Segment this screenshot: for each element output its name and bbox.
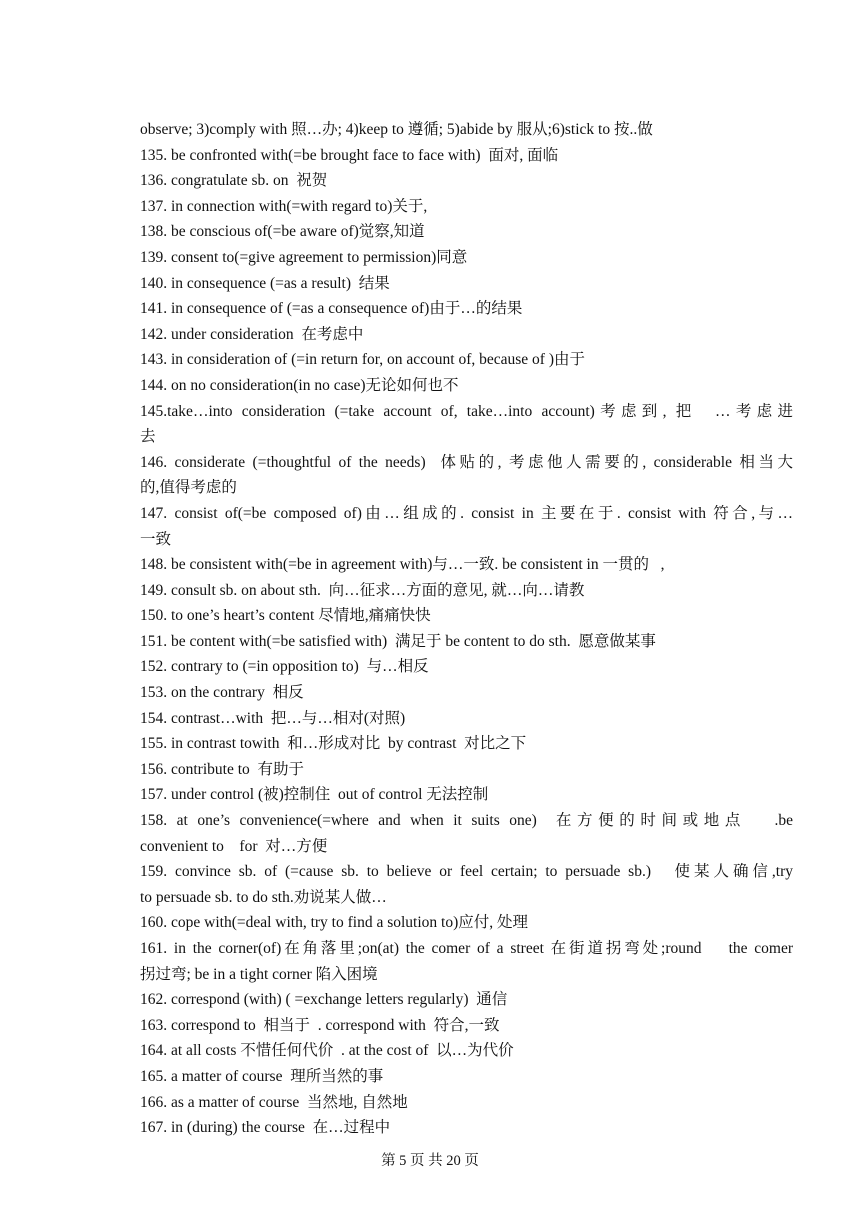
text-line: 152. contrary to (=in opposition to) 与…相反 <box>140 658 429 676</box>
text-line: 167. in (during) the course 在…过程中 <box>140 1119 391 1137</box>
text-line: 的,值得考虑的 <box>140 479 237 497</box>
text-line: 142. under consideration 在考虑中 <box>140 325 364 343</box>
text-line: 150. to one’s heart’s content 尽情地,痛痛快快 <box>140 607 431 625</box>
text-line: 160. cope with(=deal with, try to find a solution to)应付, 处理 <box>140 914 529 932</box>
text-line: 153. on the contrary 相反 <box>140 684 304 702</box>
text-line: 143. in consideration of (=in return for, on account of, because of )由于 <box>140 351 585 369</box>
text-line: 166. as a matter of course 当然地, 自然地 <box>140 1093 408 1111</box>
text-line: 162. correspond (with) ( =exchange letters regularly) 通信 <box>140 991 508 1009</box>
text-line: 147. consist of(=be composed of)由…组成的. consist in 主要在于. consist with 符合,与… <box>140 504 793 522</box>
text-line: 154. contrast…with 把…与…相对(对照) <box>140 709 406 727</box>
text-line: 138. be conscious of(=be aware of)觉察,知道 <box>140 223 425 241</box>
page-body <box>140 117 793 1141</box>
text-line: 148. be consistent with(=be in agreement with)与…一致. be consistent in 一贯的 , <box>140 556 665 574</box>
page-footer: 第 5 页 共 20 页 <box>381 1153 479 1169</box>
text-line: to persuade sb. to do sth.劝说某人做… <box>140 888 387 906</box>
text-line: 137. in connection with(=with regard to)关于, <box>140 197 428 215</box>
text-line: observe; 3)comply with 照…办; 4)keep to 遵循; 5)abide by 服从;6)stick to 按..做 <box>140 121 653 138</box>
text-line: 135. be confronted with(=be brought face to face with) 面对, 面临 <box>140 146 559 164</box>
text-line: 165. a matter of course 理所当然的事 <box>140 1067 384 1085</box>
text-line: 145.take…into consideration (=take account of, take…into account)考虑到, 把 …考虑进 <box>140 402 793 420</box>
text-line: 159. convince sb. of (=cause sb. to believe or feel certain; to persuade sb.) 使某人确信,try <box>140 863 793 881</box>
text-line: 146. considerate (=thoughtful of the needs) 体贴的, 考虑他人需要的, considerable 相当大 <box>140 453 793 471</box>
text-line: 155. in contrast towith 和…形成对比 by contrast 对比之下 <box>140 735 527 753</box>
text-line: 149. consult sb. on about sth. 向…征求…方面的意见, 就…向…请教 <box>140 581 585 599</box>
text-line: 140. in consequence (=as a result) 结果 <box>140 274 390 292</box>
text-line: 136. congratulate sb. on 祝贺 <box>140 172 328 190</box>
text-line: 163. correspond to 相当于 . correspond with 符合,一致 <box>140 1016 500 1034</box>
text-line: 144. on no consideration(in no case)无论如何也不 <box>140 376 459 394</box>
text-line: 161. in the corner(of)在角落里;on(at) the comer of a street 在街道拐弯处;round the comer <box>140 940 793 957</box>
text-line: 一致 <box>140 530 172 548</box>
text-line: 141. in consequence of (=as a consequence of)由于…的结果 <box>140 300 523 318</box>
text-line: convenient to for 对…方便 <box>140 837 328 855</box>
text-line: 151. be content with(=be satisfied with) 满足于 be content to do sth. 愿意做某事 <box>140 632 656 650</box>
text-line: 拐过弯; be in a tight corner 陷入困境 <box>140 965 378 983</box>
text-line: 139. consent to(=give agreement to permission)同意 <box>140 248 468 266</box>
text-line: 158. at one’s convenience(=where and when it suits one) 在方便的时间或地点 .be <box>140 812 793 830</box>
text-line: 157. under control (被)控制住 out of control 无法控制 <box>140 786 489 804</box>
text-line: 去 <box>140 428 156 446</box>
text-line: 164. at all costs 不惜任何代价 . at the cost of 以…为代价 <box>140 1042 514 1060</box>
text-line: 156. contribute to 有助于 <box>140 760 305 778</box>
